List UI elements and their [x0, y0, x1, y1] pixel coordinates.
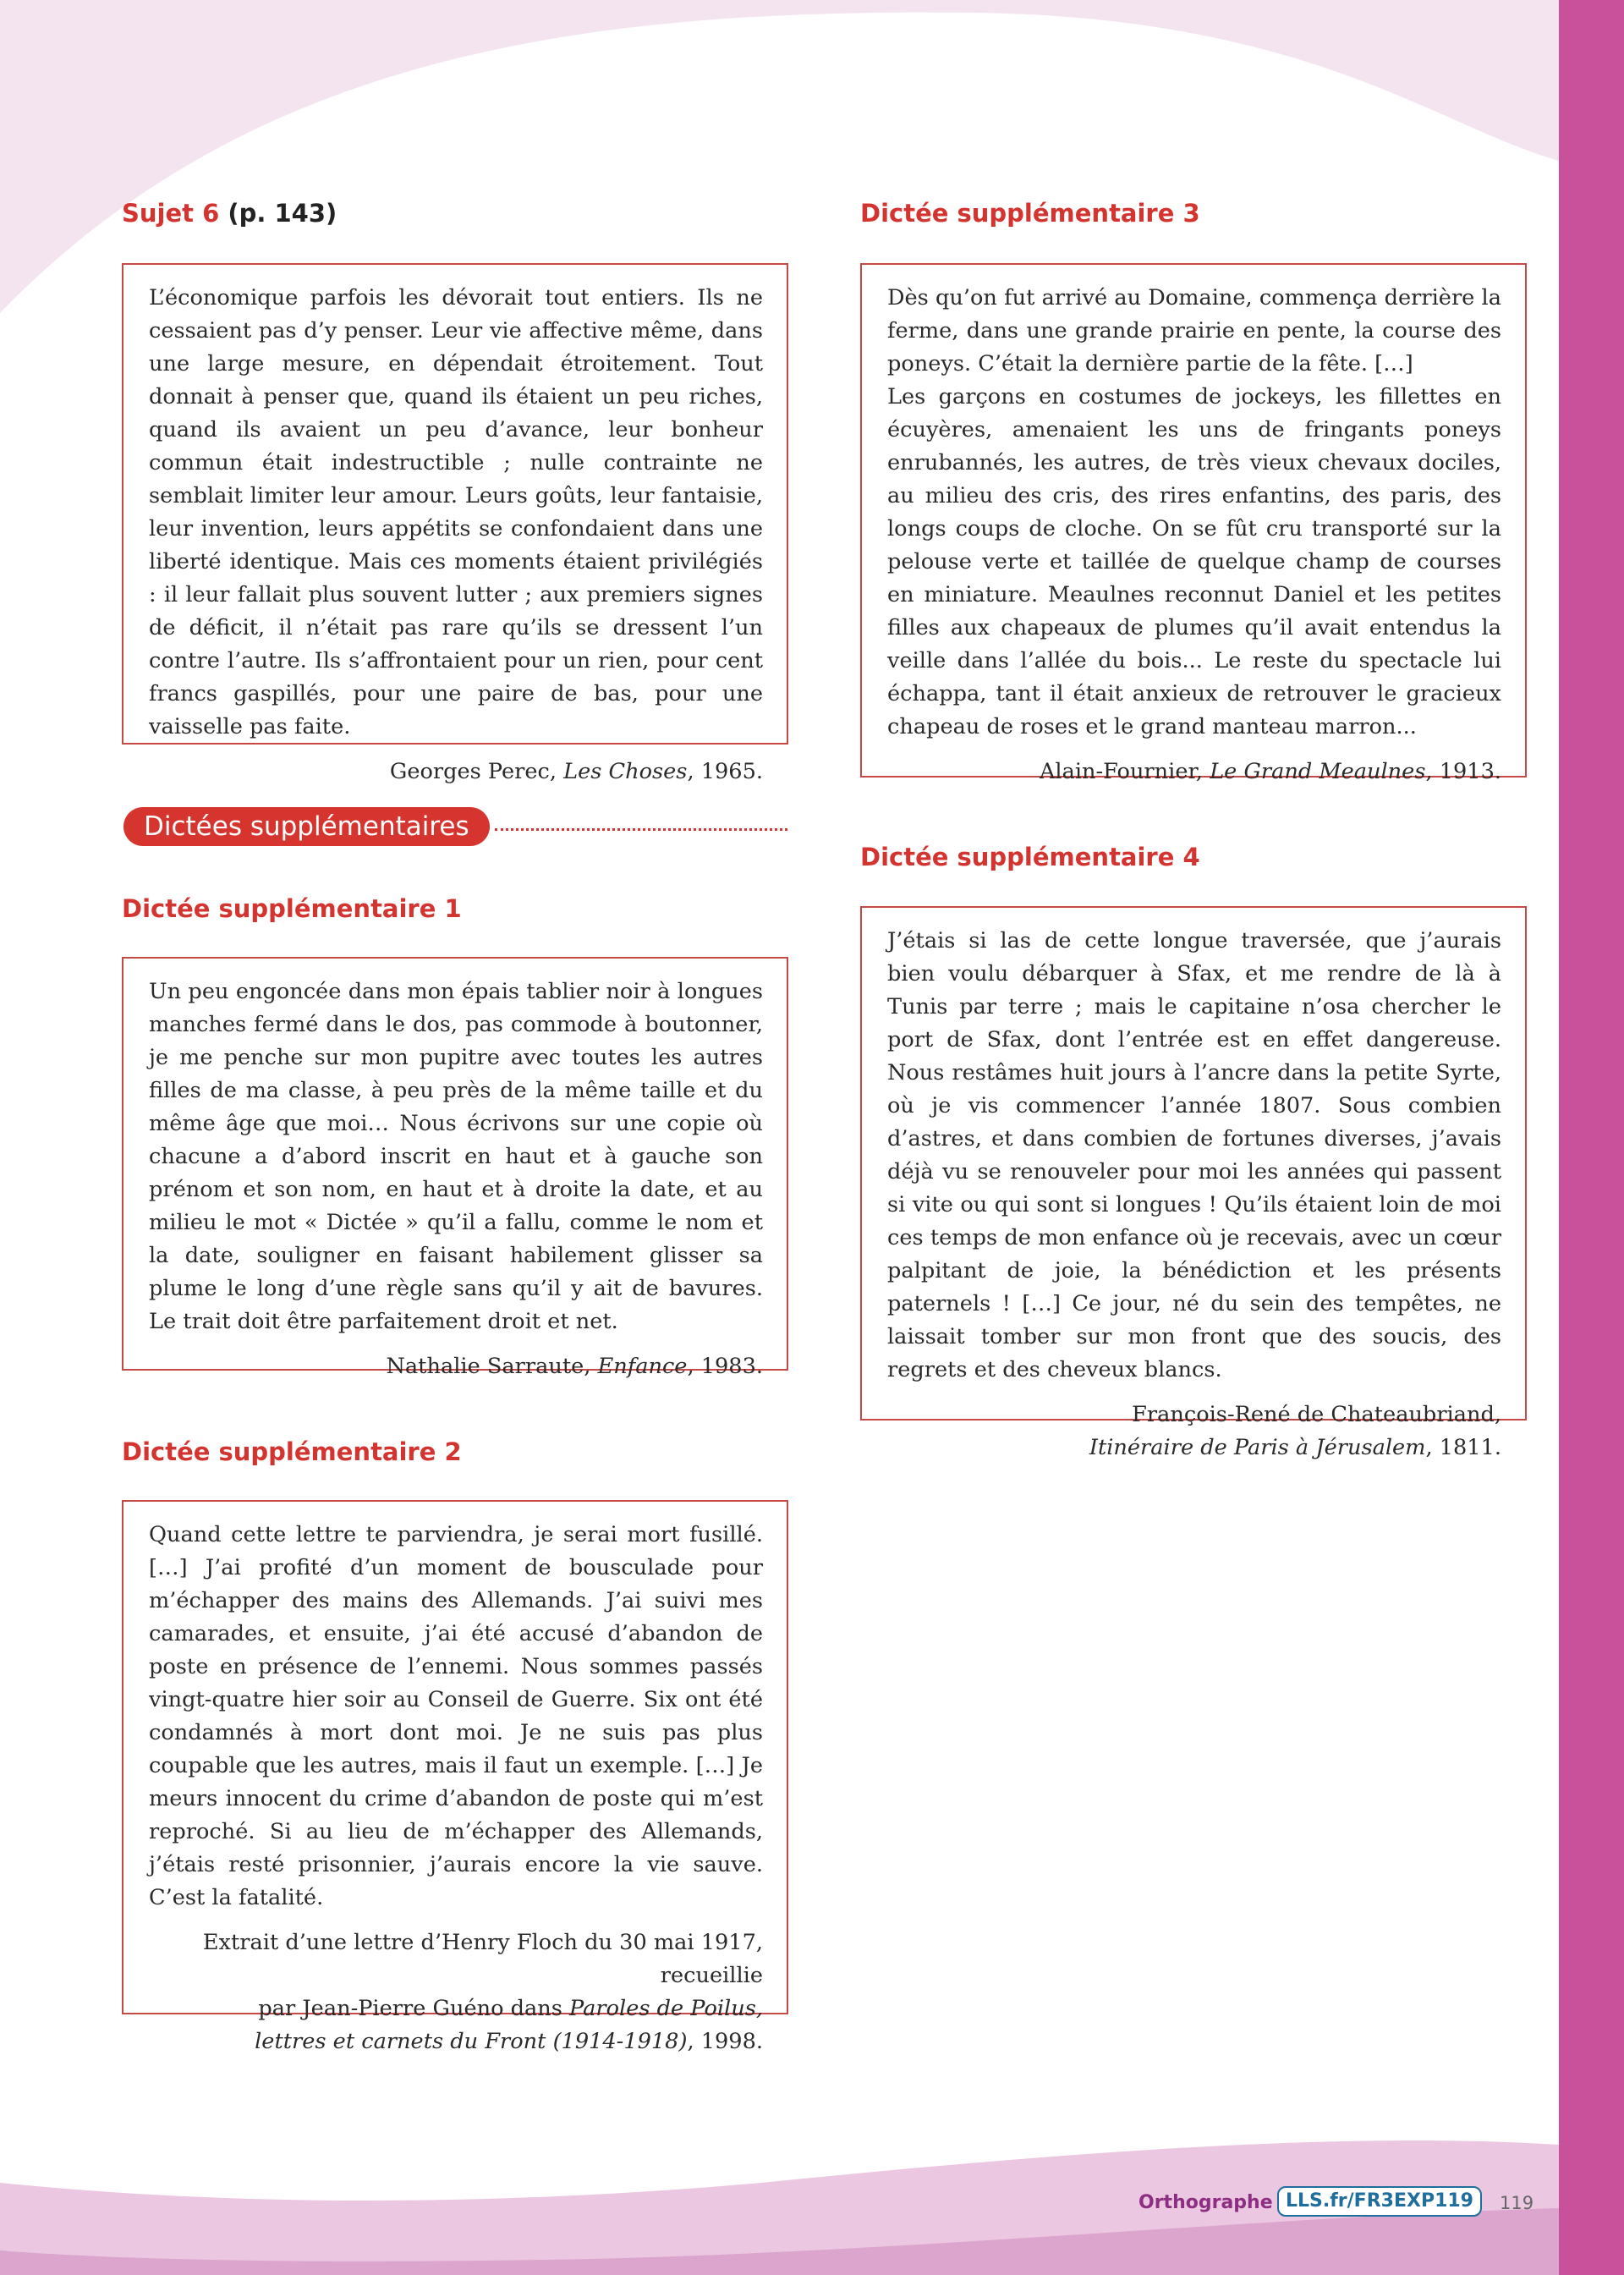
page-number: 119: [1500, 2193, 1534, 2213]
dictee4-text-box: [860, 906, 1527, 1460]
dictee1-heading: Dictée supplémentaire 1: [122, 894, 462, 923]
dictee1-source: Nathalie Sarraute, Enfance, 1983.: [386, 1354, 763, 1379]
dictee1-text: Un peu engoncée dans mon épais tablier noir à longues manches fermé dans le dos, pas commode à boutonner, je me penche sur mon pupitre avec toutes les autres filles de ma classe, à peu près de la même taille et du même âge que moi… Nous écrivons sur une copie où chacune a d’abord inscrit en haut et à gauche son prénom et son nom, en haut et à droite la date, et au milieu le mot « Dictée » qu’il a fallu, comme le nom et la date, souligner en faisant habilement glisser sa plume le long d’une règle sans qu’il y ait de bavures. Le trait doit être parfaitement droit et net.: [149, 979, 763, 1334]
dictee2-heading: Dictée supplémentaire 2: [122, 1437, 462, 1466]
sujet6-text-box: [122, 263, 788, 784]
dictee2-source: Extrait d’une lettre d’Henry Floch du 30 mai 1917, recueillie par Jean-Pierre Guéno dans Paroles de Poilus, lettres et carnets du Front (1914-1918), 1998.: [202, 1930, 763, 2054]
sujet6-source: Georges Perec, Les Choses, 1965.: [389, 759, 763, 784]
dictee1-text-box: [122, 957, 788, 1379]
dictee2-text: Quand cette lettre te parviendra, je serai mort fusillé. […] J’ai profité d’un moment de bousculade pour m’échapper des mains des Allemands. J’ai suivi mes camarades, et ensuite, j’ai été accusé d’abandon de poste en présence de l’ennemi. Nous sommes passés vingt-quatre hier soir au Conseil de Guerre. Six ont été condamnés à mort dont moi. Je ne suis pas plus coupable que les autres, mais il faut un exemple. […] Je meurs innocent du crime d’abandon de poste qui m’est reproché. Si au lieu de m’échapper des Allemands, j’étais resté prisonnier, j’aurais encore la vie sauve. C’est la fatalité.: [149, 1522, 763, 1910]
dictee4-source: François-René de Chateaubriand, Itinéraire de Paris à Jérusalem, 1811.: [1089, 1402, 1501, 1460]
sujet6-text: L’économique parfois les dévorait tout entiers. Ils ne cessaient pas d’y penser. Leur vie affective même, dans une large mesure, en dépendait étroitement. Tout donnait à penser que, quand ils étaient un peu riches, quand ils avaient un peu d’avance, leur bonheur commun était indestructible ; nulle contrainte ne semblait limiter leur amour. Leurs goûts, leur fantaisie, leur invention, leurs appétits se confondaient dans une liberté identique. Mais ces moments étaient privilégiés : il leur fallait plus souvent lutter ; aux premiers signes de déficit, il n’était pas rare qu’ils se dressent l’un contre l’autre. Ils s’affrontaient pour un rien, pour cent francs gaspillés, pour une paire de bas, pour une vaisselle pas faite.: [149, 285, 763, 739]
dictee3-text-box: [860, 263, 1527, 784]
section-label-dictees: Dictées supplémentaires: [123, 807, 490, 846]
footer-subject: Orthographe: [1138, 2192, 1273, 2213]
dictee3-heading: Dictée supplémentaire 3: [860, 199, 1200, 228]
dictee3-source: Alain-Fournier, Le Grand Meaulnes, 1913.: [1039, 759, 1501, 784]
dictee4-heading: Dictée supplémentaire 4: [860, 843, 1200, 871]
footer-link[interactable]: LLS.fr/FR3EXP119: [1277, 2186, 1482, 2217]
right-side-band: [1559, 0, 1624, 2275]
dictee3-text: Dès qu’on fut arrivé au Domaine, commença derrière la ferme, dans une grande prairie en pente, la course des poneys. C’était la dernière partie de la fête. […]: [887, 285, 1501, 376]
dictee3-text-2: Les garçons en costumes de jockeys, les fillettes en écuyères, amenaient les uns de fringants poneys enrubannés, les autres, de très vieux chevaux dociles, au milieu des cris, des rires enfantins, des paris, des longs coups de cloche. On se fût cru transporté sur la pelouse verte et taillée de quelque champ de courses en miniature. Meaulnes reconnut Daniel et les petites filles aux chapeaux de plumes qu’il avait entendus la veille dans l’allée du bois... Le reste du spectacle lui échappa, tant il était anxieux de retrouver le gracieux chapeau de roses et le grand manteau marron...: [887, 384, 1501, 739]
section-dotted-rule: [495, 828, 787, 831]
dictee2-text-box: [122, 1500, 788, 2054]
dictee4-text: J’étais si las de cette longue traversée, que j’aurais bien voulu débarquer à Sfax, et me rendre de là à Tunis par terre ; mais le capitaine n’osa chercher le port de Sfax, dont l’entrée est en effet dangereuse. Nous restâmes huit jours à l’ancre dans la petite Syrte, où je vis commencer l’année 1807. Sous combien d’astres, et dans combien de fortunes diverses, j’avais déjà vu se renouveler pour moi les années qui passent si vite ou qui sont si longues ! Qu’ils étaient loin de moi ces temps de mon enfance où je recevais, avec un cœur palpitant de joie, la bénédiction et les présents paternels ! […] Ce jour, né du sein des tempêtes, ne laissait tomber sur mon front que des soucis, des regrets et des cheveux blancs.: [887, 928, 1501, 1382]
sujet6-heading: Sujet 6 (p. 143): [122, 199, 337, 228]
